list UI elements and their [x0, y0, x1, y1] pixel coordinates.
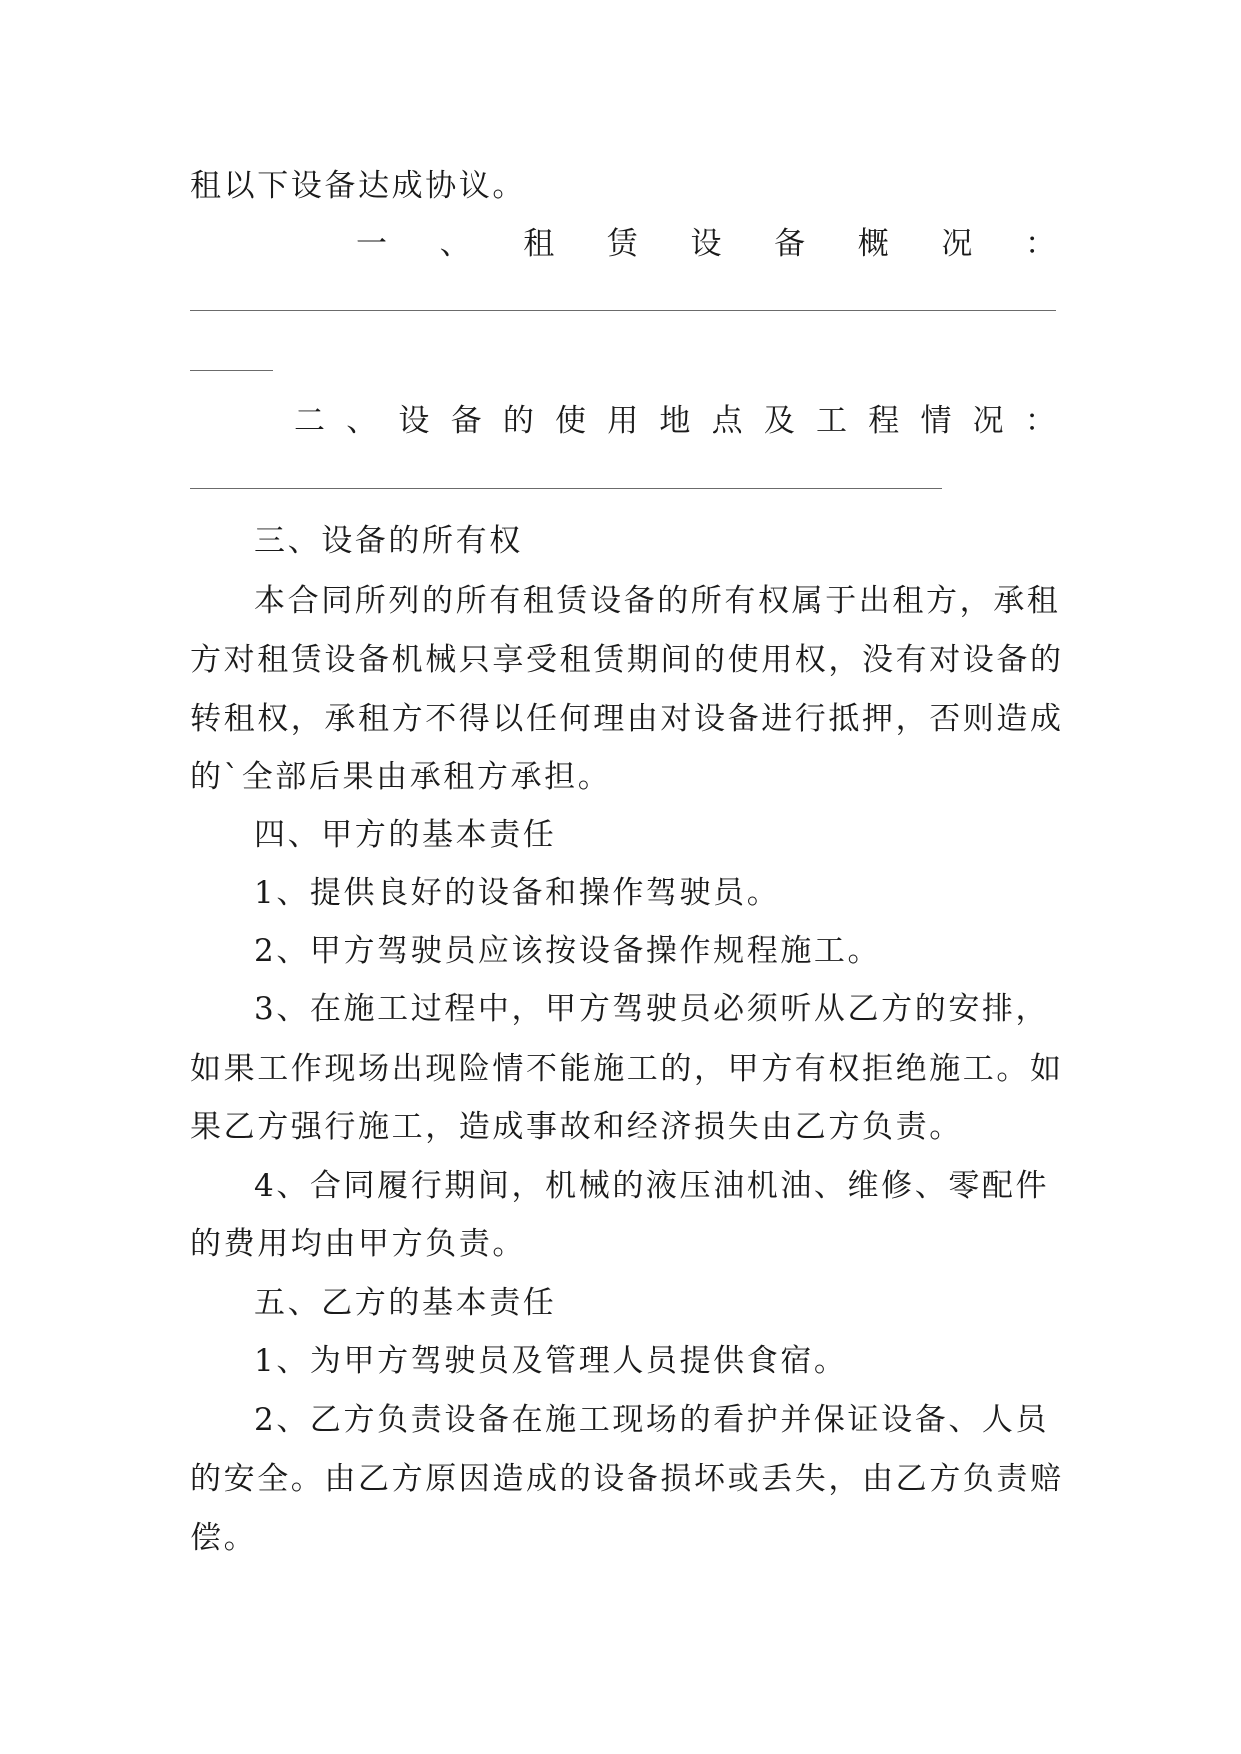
- heading-char: 工: [816, 403, 848, 439]
- heading-char: 租: [523, 226, 555, 262]
- heading-char: 备: [450, 403, 482, 439]
- list-item: 1、提供良好的设备和操作驾驶员。: [254, 875, 781, 911]
- paragraph-line: 的`全部后果由承租方承担。: [190, 759, 612, 795]
- paragraph-line: 的安全。由乙方原因造成的设备损坏或丢失，由乙方负责赔: [190, 1461, 1064, 1497]
- paragraph-line: 如果工作现场出现险情不能施工的，甲方有权拒绝施工。如: [190, 1051, 1064, 1087]
- heading-char: 使: [555, 403, 587, 439]
- paragraph-line: 偿。: [190, 1520, 258, 1556]
- heading-char: 况: [972, 403, 1004, 439]
- heading-char: 设: [398, 403, 430, 439]
- section3-heading: 三、设备的所有权: [254, 523, 523, 559]
- heading-char: 情: [920, 403, 952, 439]
- blank-fill-line-2: [190, 370, 273, 371]
- heading-char: 的: [502, 403, 534, 439]
- heading-char: ：: [1024, 403, 1056, 439]
- heading-char: 、: [439, 226, 471, 262]
- paragraph-line: 果乙方强行施工，造成事故和经济损失由乙方负责。: [190, 1109, 963, 1145]
- section1-heading: [356, 224, 1056, 264]
- section2-heading: [294, 401, 1056, 441]
- heading-char: 、: [346, 403, 378, 439]
- heading-char: 地: [659, 403, 691, 439]
- heading-char: 况: [941, 226, 973, 262]
- blank-fill-line-3: [190, 488, 942, 489]
- paragraph-line: 的费用均由甲方负责。: [190, 1226, 526, 1262]
- heading-char: 用: [607, 403, 639, 439]
- paragraph-line: 方对租赁设备机械只享受租赁期间的使用权，没有对设备的: [190, 642, 1064, 678]
- blank-fill-line-1: [190, 310, 1056, 311]
- section4-heading: 四、甲方的基本责任: [254, 817, 557, 853]
- section5-heading: 五、乙方的基本责任: [254, 1285, 557, 1321]
- heading-char: 及: [763, 403, 795, 439]
- heading-char: ：: [1025, 226, 1056, 262]
- paragraph-line: 转租权，承租方不得以任何理由对设备进行抵押，否则造成: [190, 701, 1064, 737]
- heading-char: 设: [690, 226, 722, 262]
- heading-char: 概: [857, 226, 889, 262]
- heading-char: 程: [868, 403, 900, 439]
- heading-char: 赁: [606, 226, 638, 262]
- list-item: 2、甲方驾驶员应该按设备操作规程施工。: [254, 933, 882, 969]
- intro-tail-line: 租以下设备达成协议。: [190, 168, 526, 204]
- heading-char: 二: [294, 403, 325, 439]
- list-item: 4、合同履行期间，机械的液压油机油、维修、零配件: [254, 1168, 1050, 1204]
- paragraph-line: 本合同所列的所有租赁设备的所有权属于出租方，承租: [254, 583, 1061, 619]
- list-item: 2、乙方负责设备在施工现场的看护并保证设备、人员: [254, 1402, 1050, 1438]
- heading-char: 一: [356, 226, 387, 262]
- heading-char: 点: [711, 403, 743, 439]
- list-item: 3、在施工过程中，甲方驾驶员必须听从乙方的安排，: [254, 991, 1050, 1027]
- list-item: 1、为甲方驾驶员及管理人员提供食宿。: [254, 1343, 848, 1379]
- heading-char: 备: [774, 226, 806, 262]
